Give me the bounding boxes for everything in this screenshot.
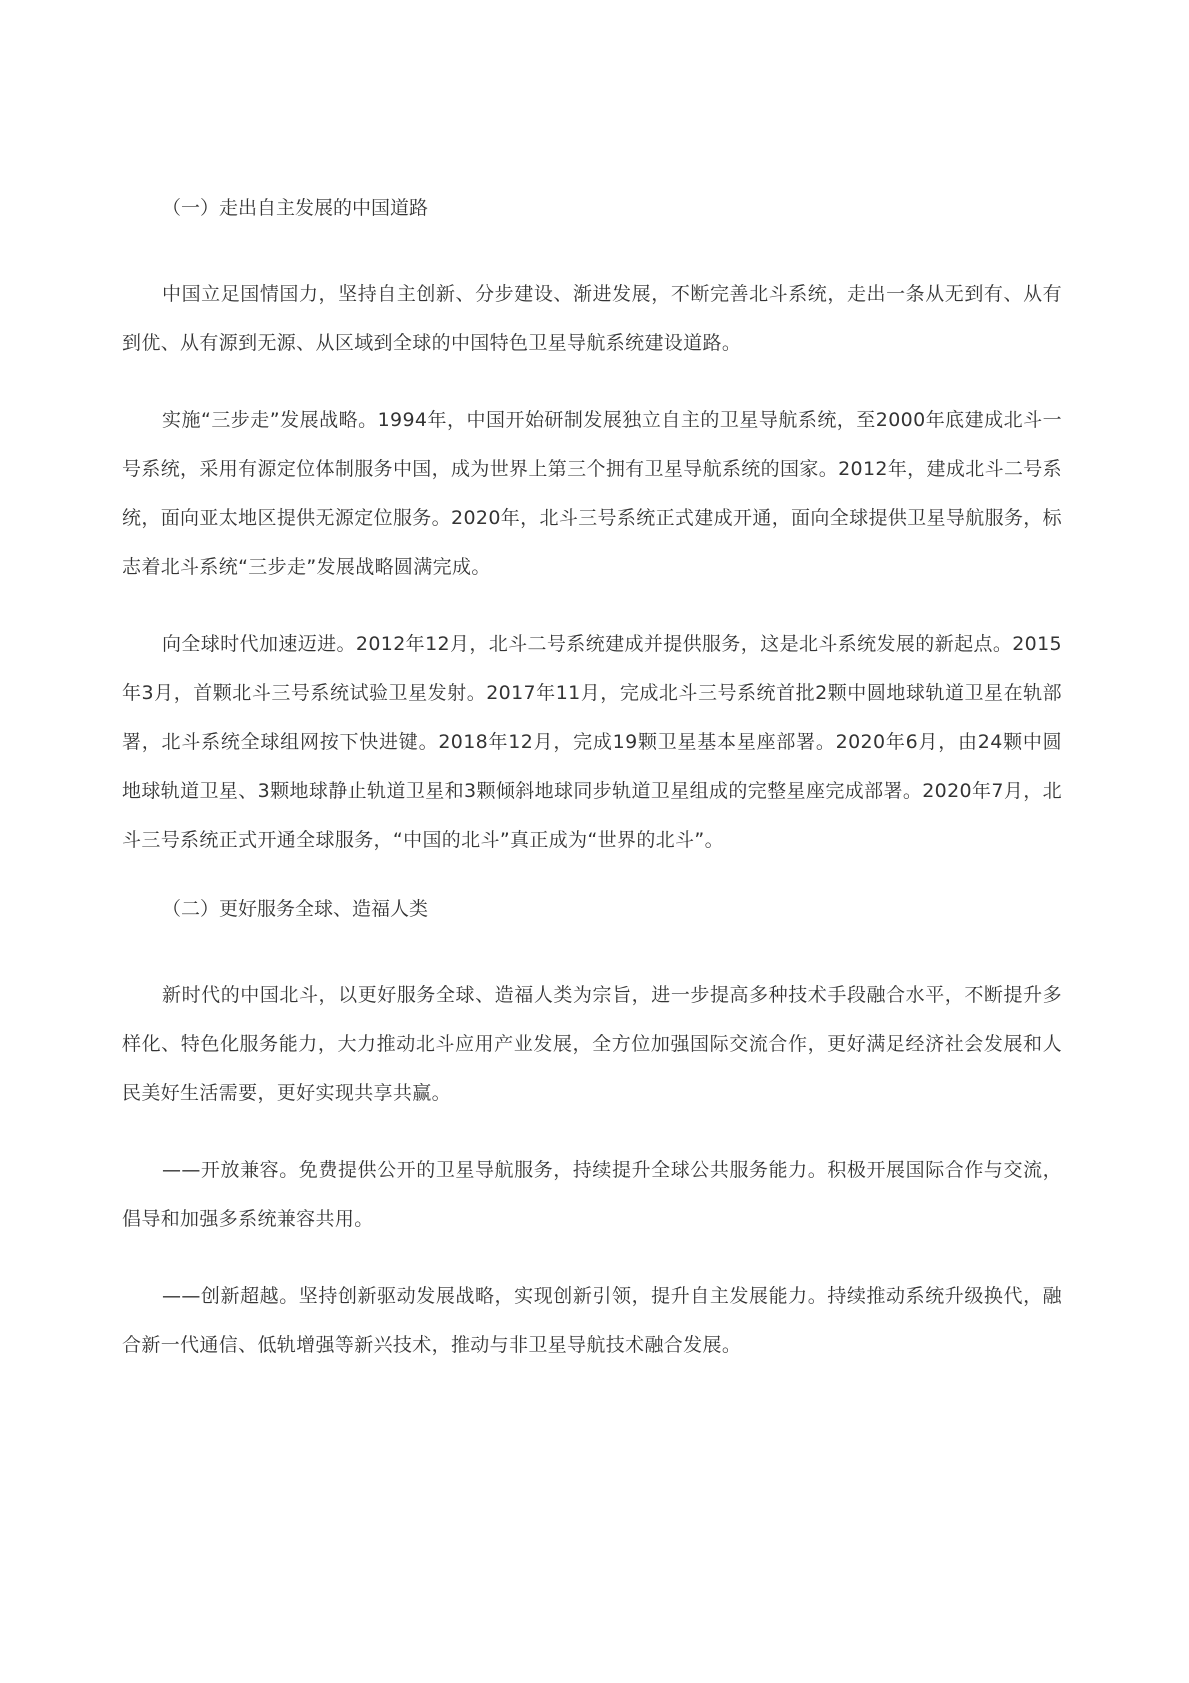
paragraph: ——创新超越。坚持创新驱动发展战略，实现创新引领，提升自主发展能力。持续推动系统升级换代，融合新一代通信、低轨增强等新兴技术，推动与非卫星导航技术融合发展。 — [122, 1285, 1062, 1356]
section-heading-2: （二）更好服务全球、造福人类 — [162, 898, 429, 920]
paragraph: 实施“三步走”发展战略。1994年，中国开始研制发展独立自主的卫星导航系统，至2000年底建成北斗一号系统，采用有源定位体制服务中国，成为世界上第三个拥有卫星导航系统的国家。2012年，建成北斗二号系统，面向亚太地区提供无源定位服务。2020年，北斗三号系统正式建成开通，面向全球提供卫星导航服务，标志着北斗系统“三步走”发展战略圆满完成。 — [122, 409, 1062, 578]
document-body — [122, 192, 1062, 1370]
paragraph: ——开放兼容。免费提供公开的卫星导航服务，持续提升全球公共服务能力。积极开展国际合作与交流，倡导和加强多系统兼容共用。 — [122, 1159, 1062, 1230]
paragraph: 向全球时代加速迈进。2012年12月，北斗二号系统建成并提供服务，这是北斗系统发展的新起点。2015年3月，首颗北斗三号系统试验卫星发射。2017年11月，完成北斗三号系统首批2颗中圆地球轨道卫星在轨部署，北斗系统全球组网按下快进键。2018年12月，完成19颗卫星基本星座部署。2020年6月，由24颗中圆地球轨道卫星、3颗地球静止轨道卫星和3颗倾斜地球同步轨道卫星组成的完整星座完成部署。2020年7月，北斗三号系统正式开通全球服务，“中国的北斗”真正成为“世界的北斗”。 — [122, 633, 1062, 851]
section-heading-1: （一）走出自主发展的中国道路 — [162, 197, 429, 219]
paragraph: 中国立足国情国力，坚持自主创新、分步建设、渐进发展，不断完善北斗系统，走出一条从无到有、从有到优、从有源到无源、从区域到全球的中国特色卫星导航系统建设道路。 — [122, 283, 1062, 354]
paragraph: 新时代的中国北斗，以更好服务全球、造福人类为宗旨，进一步提高多种技术手段融合水平，不断提升多样化、特色化服务能力，大力推动北斗应用产业发展，全方位加强国际交流合作，更好满足经济社会发展和人民美好生活需要，更好实现共享共赢。 — [122, 984, 1062, 1104]
